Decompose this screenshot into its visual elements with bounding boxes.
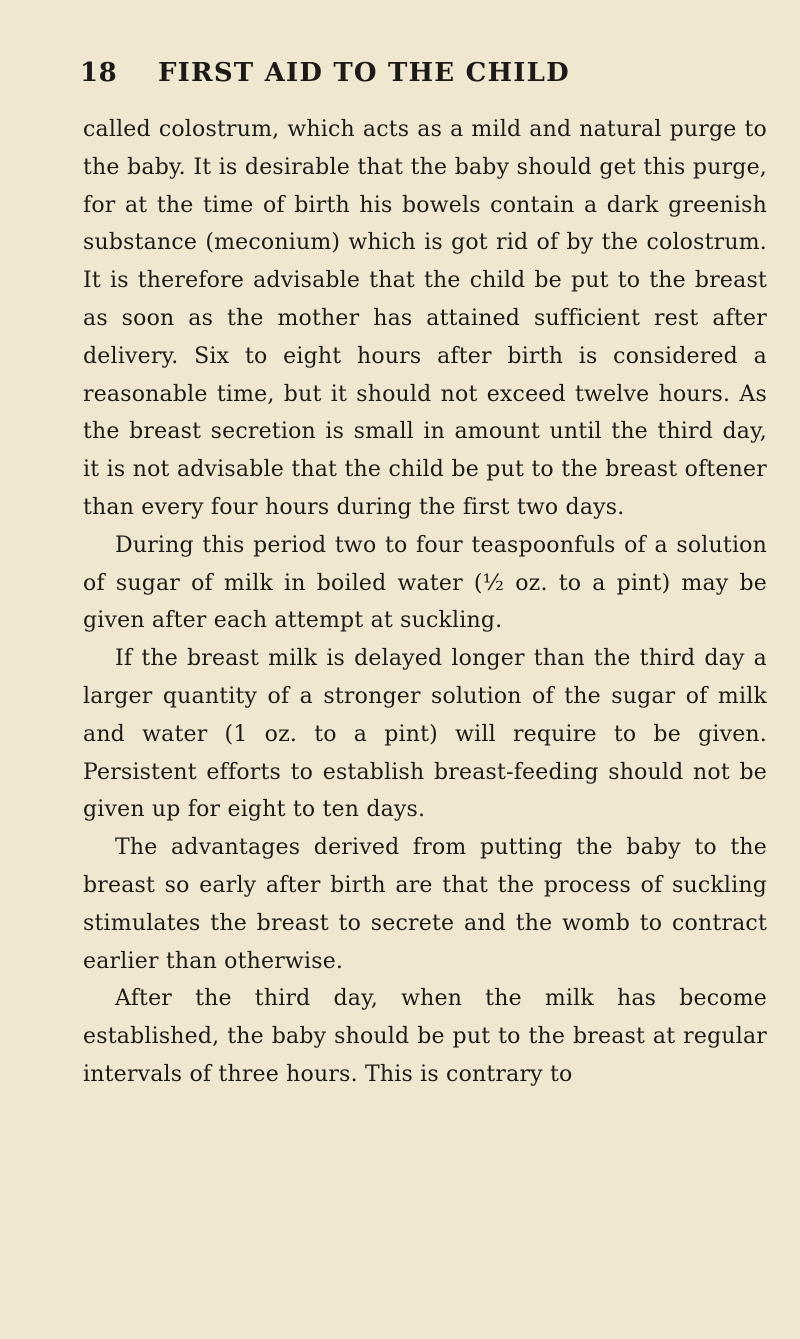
paragraph-1: called colostrum, which acts as a mild and natural purge to the baby. It is desirable that the baby should get this purge, for at the time of birth his bowels contain a dark greenish substance (meconium) which is got rid of by the colostrum. It is therefore advisable that the child be put to the breast as soon as the mother has attained sufficient rest after delivery. Six to eight hours after birth is considered a reasonable time, but it should not exceed twelve hours. As the breast secretion is small in amount until the third day, it is not advisable that the child be put to the breast oftener than every four hours during the first two days. bbox=[83, 117, 767, 520]
running-head: FIRST AID TO THE CHILD bbox=[158, 58, 570, 88]
page-number: 18 bbox=[80, 58, 118, 88]
paragraph-4: The advantages derived from putting the baby to the breast so early after birth are that the process of suckling stimulates the breast to secrete and the womb to contract earlier than otherwise. bbox=[83, 835, 767, 974]
paragraph-3: If the breast milk is delayed longer than the third day a larger quantity of a stronger solution of the sugar of milk and water (1 oz. to a pint) will require to be given. Persistent efforts to establish breast-feeding should not be given up for eight to ten days. bbox=[83, 646, 767, 823]
page-header bbox=[40, 58, 760, 94]
body-text bbox=[83, 111, 767, 1094]
paragraph-2: During this period two to four teaspoonfuls of a solution of sugar of milk in boiled water (½ oz. to a pint) may be given after each attempt at suckling. bbox=[83, 532, 767, 634]
paragraph-5: After the third day, when the milk has become established, the baby should be put to the breast at regular intervals of three hours. This is contrary to bbox=[83, 986, 767, 1087]
